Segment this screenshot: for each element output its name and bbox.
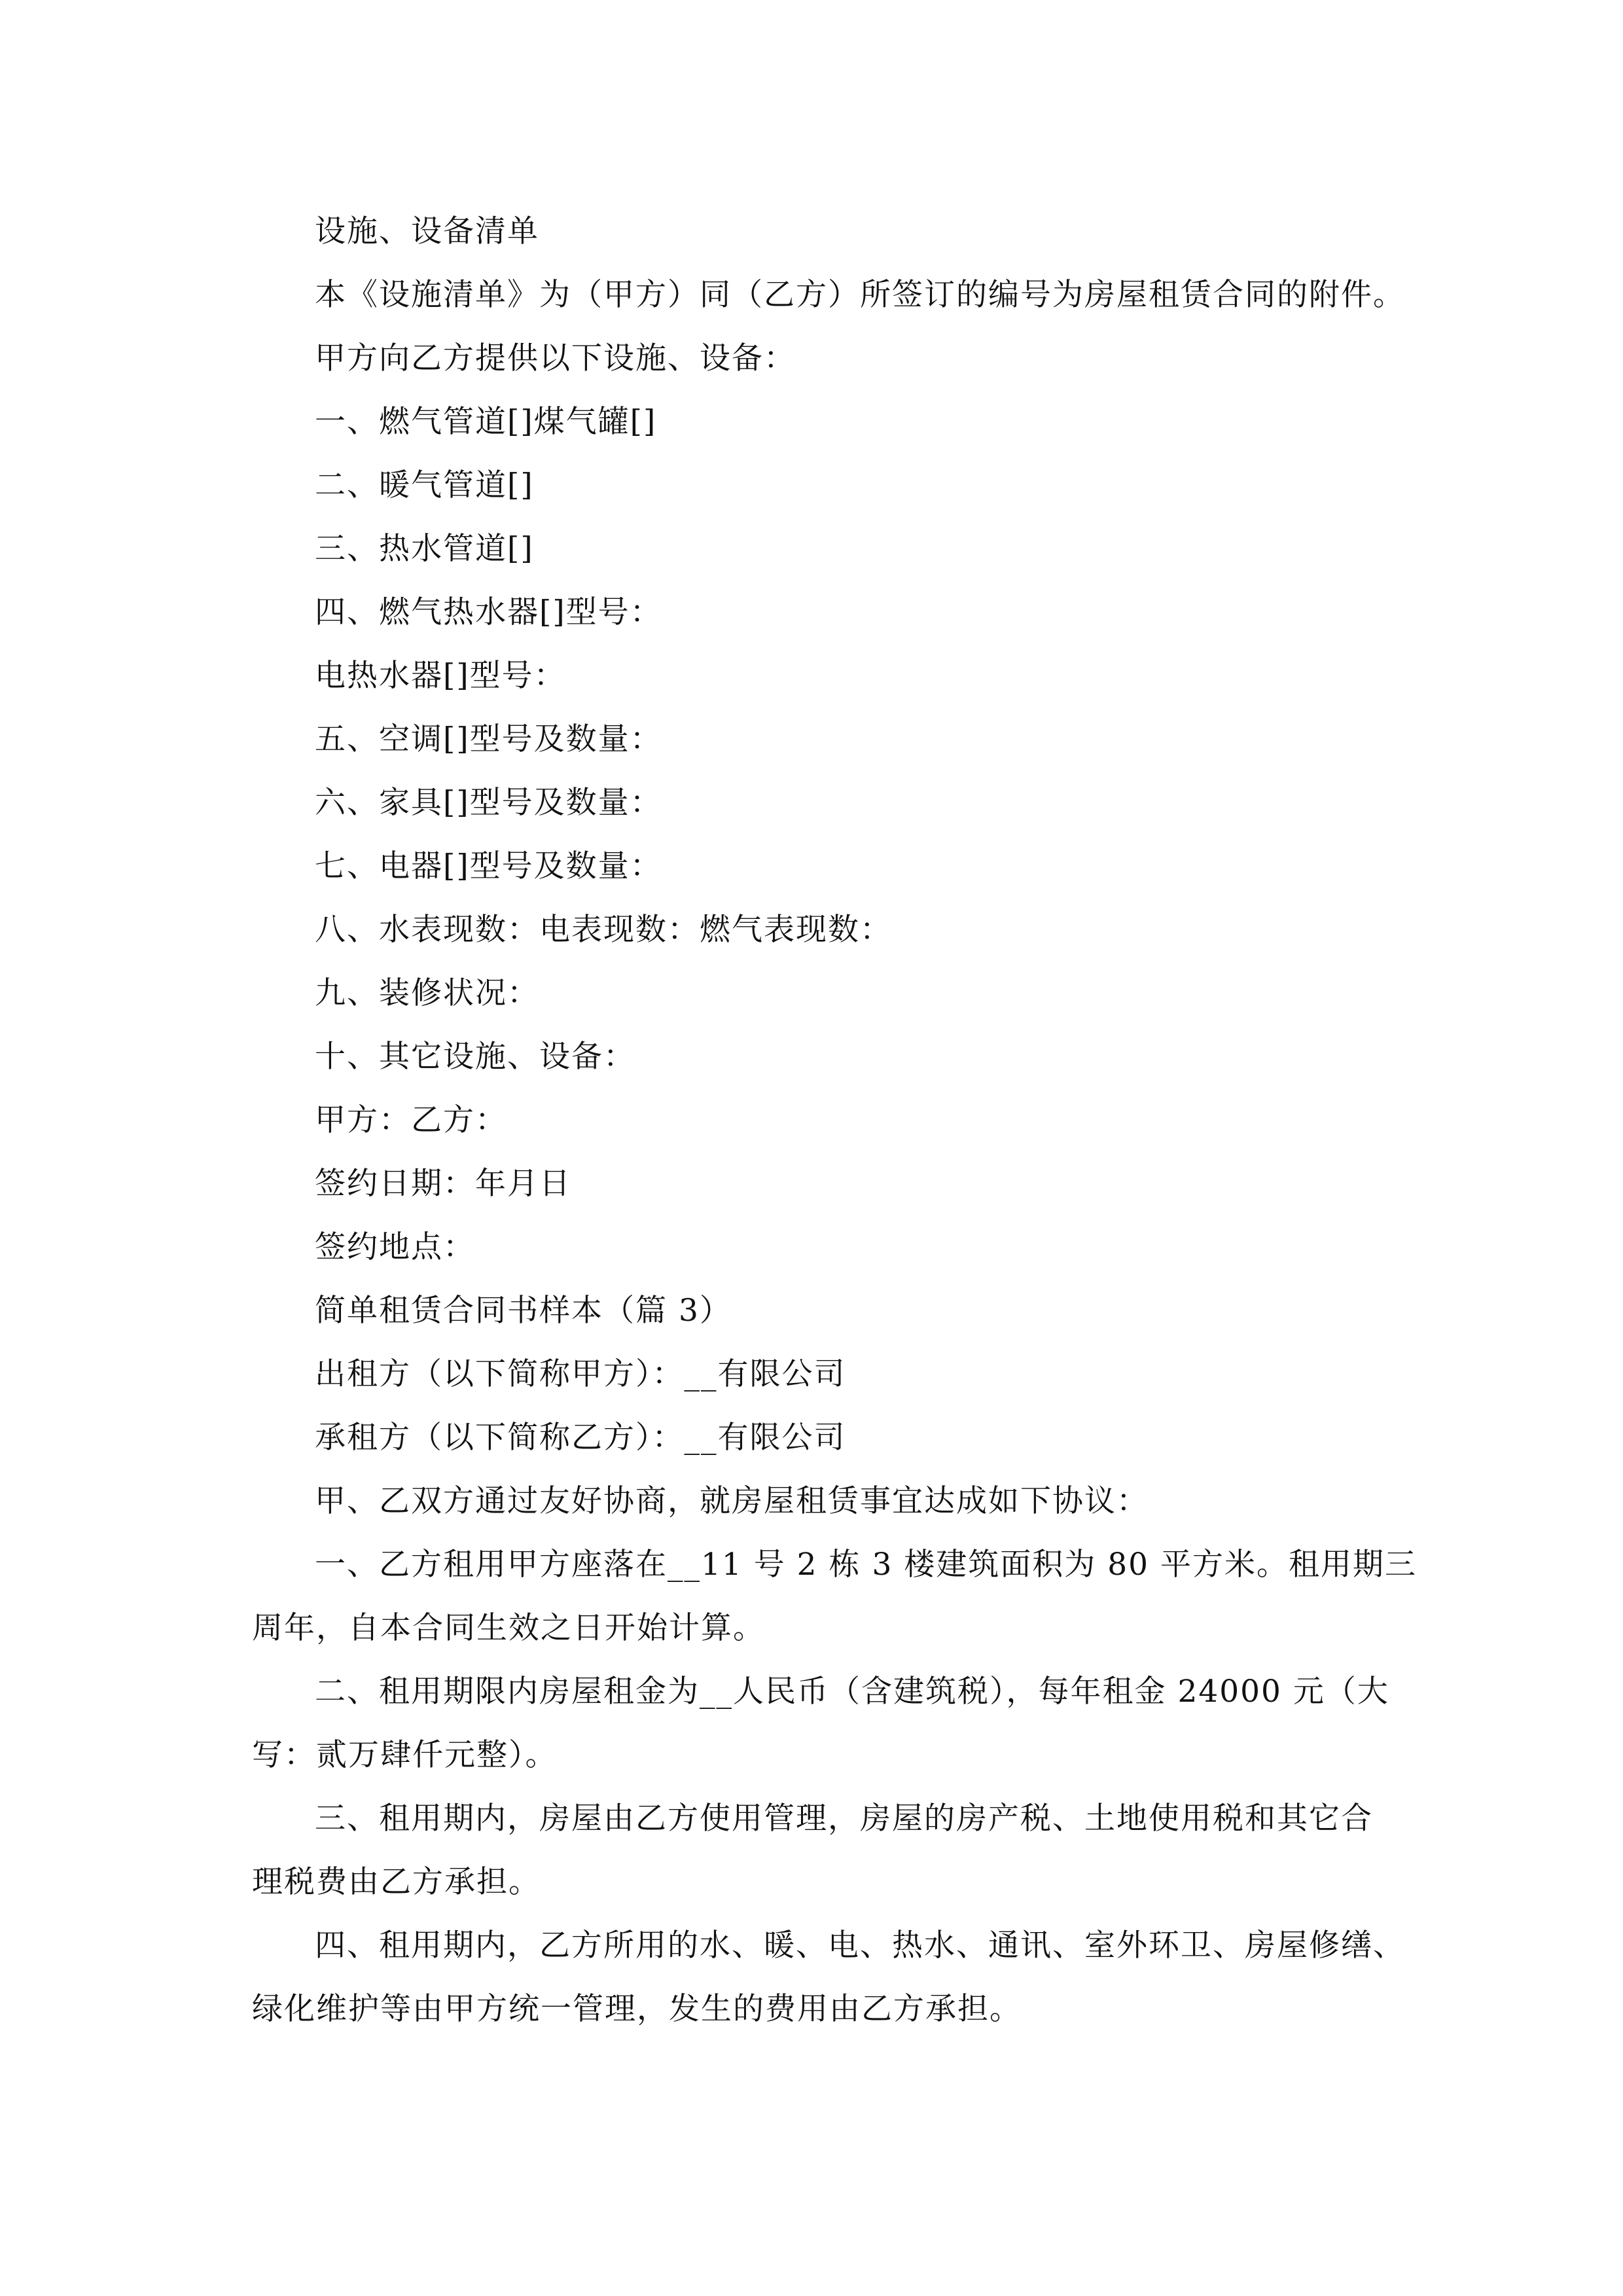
- clause-line-continued: 理税费由乙方承担。: [252, 1864, 541, 1900]
- list-item: 十、其它设施、设备：: [315, 1039, 635, 1075]
- section-heading: 设施、设备清单: [315, 213, 539, 249]
- signing-place-line: 签约地点：: [315, 1229, 475, 1265]
- clause-line: 一、乙方租用甲方座落在__11 号 2 栋 3 楼建筑面积为 80 平方米。租用期三: [315, 1547, 1417, 1583]
- clause-line: 三、租用期内，房屋由乙方使用管理，房屋的房产税、土地使用税和其它合: [315, 1801, 1373, 1837]
- signing-date-line: 签约日期：年月日: [315, 1166, 571, 1202]
- paragraph-line: 本《设施清单》为（甲方）同（乙方）所签订的编号为房屋租赁合同的附件。: [315, 277, 1405, 313]
- list-item: 一、燃气管道[]煤气罐[]: [315, 404, 657, 440]
- paragraph-line: 甲方向乙方提供以下设施、设备：: [315, 340, 796, 376]
- clause-line-continued: 周年，自本合同生效之日开始计算。: [252, 1610, 765, 1646]
- lessee-line: 承租方（以下简称乙方）：__有限公司: [315, 1420, 846, 1456]
- document-body: [252, 200, 1417, 2041]
- list-item: 四、燃气热水器[]型号：: [315, 594, 662, 630]
- list-item: 二、暖气管道[]: [315, 467, 534, 503]
- clause-line: 四、租用期内，乙方所用的水、暖、电、热水、通讯、室外环卫、房屋修缮、: [315, 1928, 1405, 1964]
- list-item: 三、热水管道[]: [315, 531, 534, 567]
- list-item: 九、装修状况：: [315, 975, 539, 1011]
- clause-line-continued: 写：贰万肆仟元整）。: [252, 1737, 558, 1773]
- signature-line: 甲方：乙方：: [315, 1102, 507, 1138]
- clause-line-continued: 绿化维护等由甲方统一管理，发生的费用由乙方承担。: [252, 1991, 1022, 2027]
- list-item: 七、电器[]型号及数量：: [315, 848, 662, 884]
- list-item: 六、家具[]型号及数量：: [315, 785, 662, 821]
- list-item: 八、水表现数：电表现数：燃气表现数：: [315, 912, 892, 948]
- list-item: 五、空调[]型号及数量：: [315, 721, 662, 757]
- paragraph-line: 甲、乙双方通过友好协商，就房屋租赁事宜达成如下协议：: [315, 1483, 1149, 1519]
- lessor-line: 出租方（以下简称甲方）：__有限公司: [315, 1356, 846, 1392]
- list-item: 电热水器[]型号：: [315, 658, 566, 694]
- section-heading: 简单租赁合同书样本（篇 3）: [315, 1293, 732, 1329]
- clause-line: 二、租用期限内房屋租金为__人民币（含建筑税），每年租金 24000 元（大: [315, 1674, 1389, 1710]
